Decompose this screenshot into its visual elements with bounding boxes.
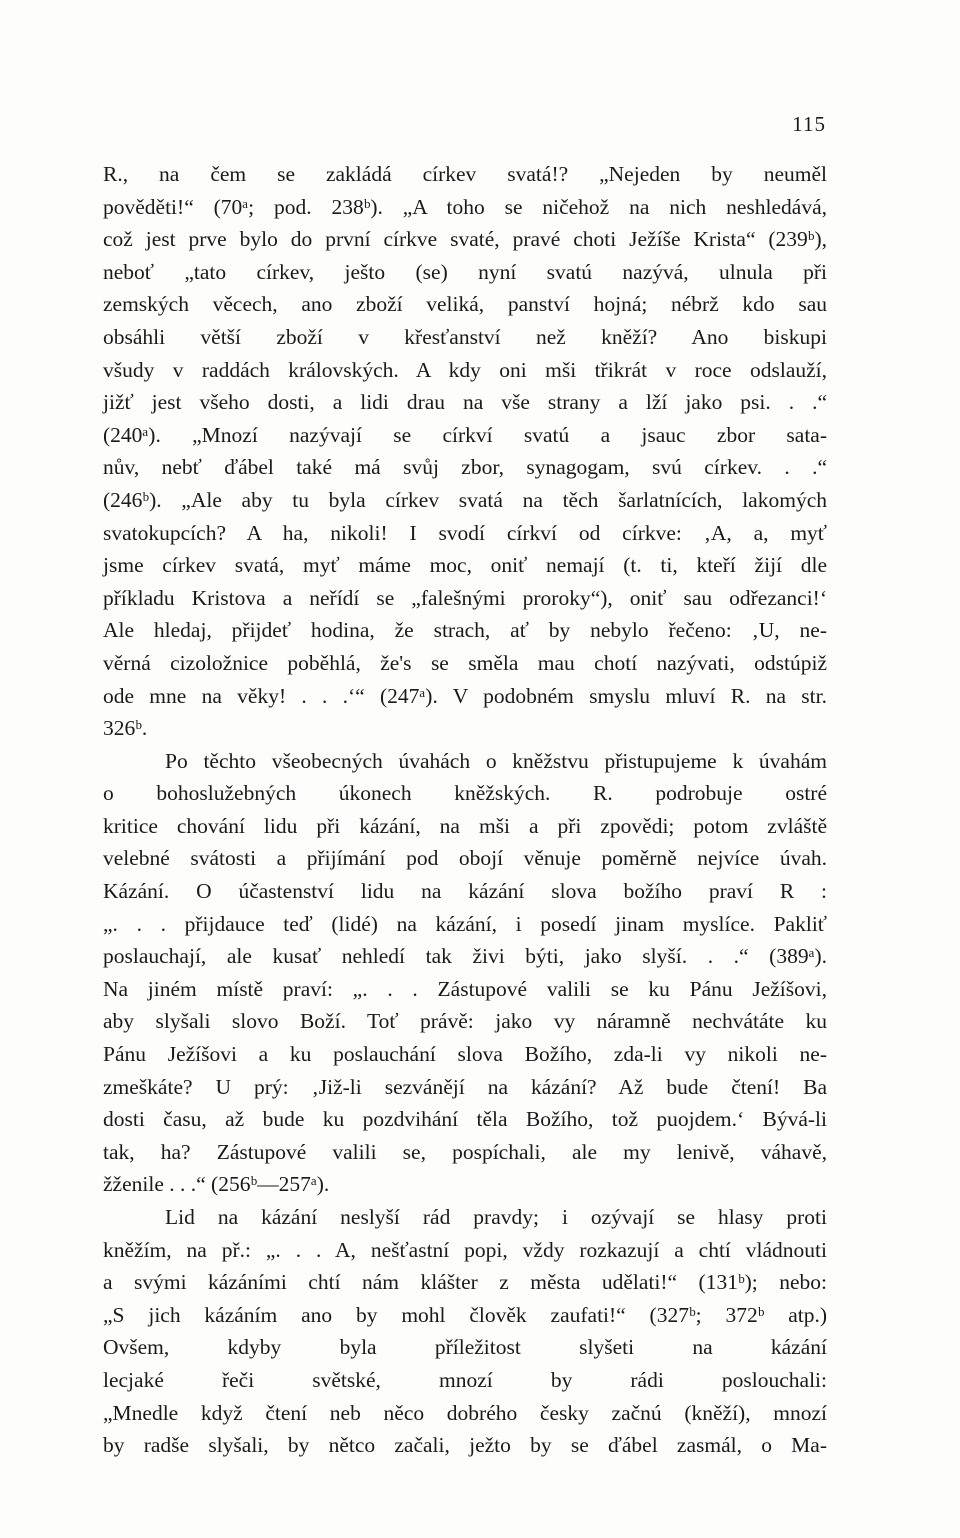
- text-line: věrná cizoložnice poběhlá, že's se směla mau chotí nazývati, odstúpiž: [103, 650, 827, 675]
- text-line: ode mne na věky! . . .‘“ (247ᵃ). V podobném smyslu mluví R. na str.: [103, 683, 827, 708]
- text-line: příkladu Kristova a neřídí se „falešnými proroky“), oniť sau odřezanci!‘: [103, 585, 827, 610]
- text-line: neboť „tato církev, ješto (se) nyní svatú nazývá, ulnula při: [103, 259, 827, 284]
- text-line: žženile . . .“ (256ᵇ—257ᵃ).: [103, 1172, 330, 1197]
- text-line: Pánu Ježíšovi a ku poslauchání slova Božího, zda-li vy nikoli ne-: [103, 1042, 827, 1067]
- body-text: [103, 158, 827, 1462]
- text-line: Na jiném místě praví: „. . . Zástupové valili se ku Pánu Ježíšovi,: [103, 976, 827, 1001]
- text-line: „S jich kázáním ano by mohl člověk zaufati!“ (327ᵇ; 372ᵇ atp.): [103, 1302, 827, 1327]
- text-line: (240ᵃ). „Mnozí nazývají se církví svatú a jsauc zbor sata-: [103, 422, 827, 447]
- text-line: a svými kázáními chtí nám klášter z města udělati!“ (131ᵇ); nebo:: [103, 1270, 827, 1295]
- text-line: tak, ha? Zástupové valili se, pospíchali, ale my lenivě, váhavě,: [103, 1139, 827, 1164]
- text-line: Ovšem, kdyby byla příležitost slyšeti na kázání: [103, 1335, 827, 1360]
- text-line: lecjaké řeči světské, mnozí by rádi poslouchali:: [103, 1367, 827, 1392]
- text-line: R., na čem se zakládá církev svatá!? „Nejeden by neuměl: [103, 162, 827, 186]
- text-line: Ale hledaj, přijdeť hodina, že strach, ať by nebylo řečeno: ‚U, ne-: [103, 618, 827, 643]
- text-line: jsme církev svatá, myť máme moc, oniť nemají (t. ti, kteří žijí dle: [103, 553, 827, 578]
- text-line: poslauchají, ale kusať nehledí tak živi býti, jako slyší. . .“ (389ᵃ).: [103, 944, 827, 969]
- text-line: nův, nebť ďábel také má svůj zbor, synagogam, svú církev. . .“: [103, 455, 827, 480]
- text-line: což jest prve bylo do první církve svaté, pravé choti Ježíše Krista“ (239ᵇ),: [103, 227, 827, 252]
- text-line: pověděti!“ (70ᵃ; pod. 238ᵇ). „A toho se ničehož na nich neshledává,: [103, 194, 827, 219]
- text-line: Kázání. O účastenství lidu na kázání slova božího praví R :: [103, 879, 827, 904]
- text-line: aby slyšali slovo Boží. Toť právě: jako vy náramně nechvátáte ku: [103, 1009, 827, 1034]
- text-line: o bohoslužebných úkonech kněžských. R. podrobuje ostré: [103, 781, 827, 806]
- text-line: by radše slyšali, by nětco začali, ježto by se ďábel zasmál, o Ma-: [103, 1433, 827, 1458]
- text-line: zemských věcech, ano zboží veliká, panství hojná; nébrž kdo sau: [103, 292, 827, 317]
- text-line: obsáhli větší zboží v křesťanství než kněží? Ano biskupi: [103, 324, 827, 349]
- text-line: Lid na kázání neslyší rád pravdy; i ozývají se hlasy proti: [165, 1205, 827, 1229]
- text-line: zmeškáte? U prý: ‚Již-li sezváněјí na kázání? Až bude čtení! Ba: [103, 1074, 827, 1099]
- text-line: jižť jest všeho dosti, a lidi drau na vše strany a lží jako psi. . .“: [103, 390, 827, 415]
- text-line: „Mnedle když čtení neb něco dobrého česky začnú (kněží), mnozí: [103, 1400, 827, 1425]
- text-line: dosti času, až bude ku pozdvihání těla Božího, tož puojdem.‘ Bývá-li: [103, 1107, 827, 1132]
- text-line: (246ᵇ). „Ale aby tu byla církev svatá na těch šarlatnících, lakomých: [103, 487, 827, 512]
- text-line: kritice chování lidu při kázání, na mši a při zpovědi; potom zvláště: [103, 813, 827, 838]
- text-line: velebné svátosti a přijímání pod obojí věnuje poměrně nejvíce úvah.: [103, 846, 827, 871]
- text-line: všudy v raddách královských. A kdy oni mši třikrát v roce odslauží,: [103, 357, 827, 382]
- text-line: Po těchto všeobecných úvahách o kněžstvu přistupujeme k úvahám: [165, 748, 827, 773]
- text-line: kněžím, na př.: „. . . A, nešťastní popi, vždy rozkazují a chtí vládnouti: [103, 1237, 827, 1262]
- text-line: svatokupcích? A ha, nikoli! I svodí církví od církve: ‚A, a, myť: [103, 520, 827, 545]
- text-line: 326ᵇ.: [103, 716, 148, 741]
- text-line: „. . . přijdauce teď (lidé) na kázání, i posedí jinam myslíce. Pakliť: [103, 911, 827, 936]
- page-number: 115: [792, 112, 826, 136]
